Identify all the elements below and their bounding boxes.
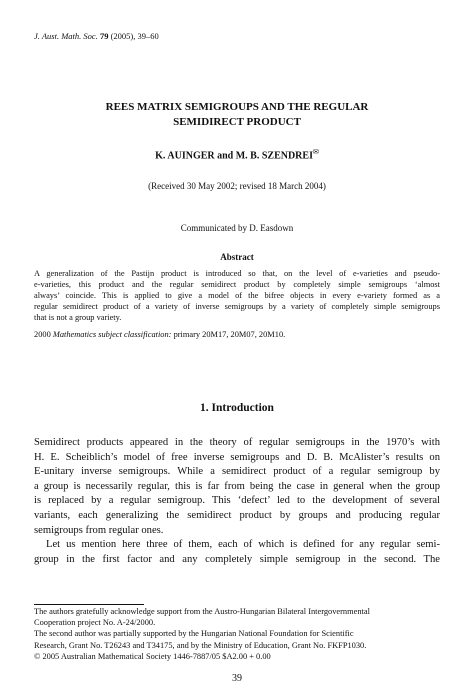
abstract-heading: Abstract [220, 252, 254, 262]
body-line: group in the first factor and any completely simple semigroup in the second. The [34, 553, 440, 565]
introduction-body [34, 436, 440, 567]
page-number: 39 [232, 673, 242, 684]
body-line: a group is necessarily regular, this is far from being the case in general when the group [34, 480, 440, 492]
author-names: K. AUINGER and M. B. SZENDREI [155, 150, 313, 162]
footnote-line: The second author was partially supported by the Hungarian National Foundation for Scientific [34, 629, 354, 639]
abstract-line: A generalization of the Pastijn product is introduced so that, on the level of e-varieties and pseudo- [34, 269, 440, 278]
authors [0, 148, 474, 161]
journal-volume: 79 [99, 31, 109, 41]
body-line: variants, each generalizing the semidirect product by groups and producing regular [34, 509, 440, 521]
abstract-line: e-varieties, this product and the regular semidirect product by completely simple semigroups ‘almost [34, 280, 440, 289]
body-line: Let us mention here three of them, each of which is defined for any regular semi- [46, 539, 440, 551]
msc-year: 2000 [34, 330, 51, 339]
journal-year-pages: (2005), 39–60 [110, 31, 159, 41]
journal-name: J. Aust. Math. Soc. [34, 31, 98, 41]
abstract-line: always’ coincide. This is applied to give a model of the bifree objects in every e-variety formed as a [34, 291, 440, 300]
footnote-line: The authors gratefully acknowledge support from the Austro-Hungarian Bilateral Intergovernmental [34, 607, 370, 616]
body-line: H. E. Scheiblich’s model of free inverse semigroups and D. B. McAlister’s results on [34, 451, 440, 463]
body-line: E-unitary inverse semigroups. While a semidirect product of a regular semigroup by [34, 466, 440, 478]
title-line-1: REES MATRIX SEMIGROUPS AND THE REGULAR [105, 101, 369, 113]
received-dates: (Received 30 May 2002; revised 18 March 2004) [148, 181, 326, 191]
communicated-by: Communicated by D. Easdown [180, 223, 294, 233]
paper-title [0, 100, 474, 130]
body-line: semigroups from regular ones. [34, 524, 164, 536]
abstract-body [34, 268, 440, 323]
title-line-2: SEMIDIRECT PRODUCT [173, 116, 301, 128]
body-line: Semidirect products appeared in the theory of regular semigroups in the 1970’s with [34, 437, 440, 448]
section-heading-introduction: 1. Introduction [200, 402, 274, 414]
copyright-line: © 2005 Australian Mathematical Society 1446-7887/05 $A2.00 + 0.00 [34, 651, 271, 661]
footnote-divider [34, 604, 144, 605]
footnotes [34, 606, 440, 662]
abstract-line: regular semidirect product of a variety of inverse semigroups by a variety of completely simple semigroups [34, 302, 440, 311]
envelope-icon: ✉ [312, 148, 319, 156]
msc-classification [34, 330, 285, 339]
footnote-line: Cooperation project No. A-24/2000. [34, 618, 156, 628]
body-line: is replaced by a regular semigroup. This ‘defect’ led to the development of several [34, 495, 440, 507]
msc-label: Mathematics subject classification: [52, 330, 172, 339]
msc-value: primary 20M17, 20M07, 20M10. [173, 330, 286, 339]
abstract-line: that is not a group variety. [34, 313, 122, 322]
footnote-line: Research, Grant No. T26243 and T34175, and by the Ministry of Education, Grant No. FKFP1030. [34, 640, 367, 650]
journal-reference [34, 31, 159, 41]
